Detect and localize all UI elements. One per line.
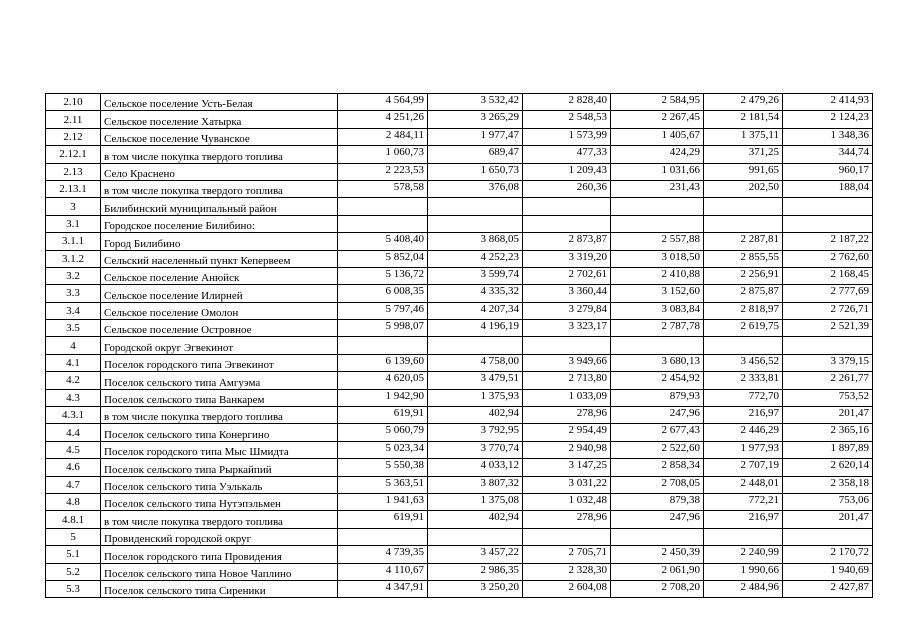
table-body bbox=[46, 94, 873, 598]
value-cell-5: 2 479,26 bbox=[704, 94, 783, 111]
value-cell-4: 2 410,88 bbox=[611, 267, 704, 284]
value-cell-5: 2 707,19 bbox=[704, 459, 783, 476]
value-cell-1: 4 739,35 bbox=[338, 546, 428, 563]
table-row bbox=[46, 180, 873, 197]
value-cell-5: 2 240,99 bbox=[704, 546, 783, 563]
value-cell-4: 1 405,67 bbox=[611, 128, 704, 145]
value-cell-6: 1 897,89 bbox=[783, 441, 873, 458]
value-cell-3: 477,33 bbox=[523, 146, 611, 163]
value-cell-5: 2 287,81 bbox=[704, 233, 783, 250]
value-cell-5: 2 619,75 bbox=[704, 320, 783, 337]
value-cell-5: 2 875,87 bbox=[704, 285, 783, 302]
value-cell-6: 2 365,16 bbox=[783, 424, 873, 441]
value-cell-5: 216,97 bbox=[704, 407, 783, 424]
row-name-cell: Сельское поселение Анюйск bbox=[101, 267, 338, 284]
value-cell-2: 402,94 bbox=[428, 407, 523, 424]
value-cell-4: 3 083,84 bbox=[611, 302, 704, 319]
value-cell-5: 216,97 bbox=[704, 511, 783, 528]
row-name-cell: Село Краснено bbox=[101, 163, 338, 180]
value-cell-1: 2 484,11 bbox=[338, 128, 428, 145]
value-cell-4: 3 018,50 bbox=[611, 250, 704, 267]
value-cell-3: 2 604,08 bbox=[523, 580, 611, 597]
row-number-cell: 4.8.1 bbox=[46, 511, 101, 528]
table-row bbox=[46, 233, 873, 250]
row-number-cell: 3.2 bbox=[46, 267, 101, 284]
value-cell-4: 231,43 bbox=[611, 180, 704, 197]
value-cell-2: 1 977,47 bbox=[428, 128, 523, 145]
table-row bbox=[46, 354, 873, 371]
value-cell-4: 2 522,60 bbox=[611, 441, 704, 458]
value-cell-4: 2 557,88 bbox=[611, 233, 704, 250]
value-cell-3: 2 713,80 bbox=[523, 372, 611, 389]
row-number-cell: 5.2 bbox=[46, 563, 101, 580]
value-cell-1: 5 023,34 bbox=[338, 441, 428, 458]
value-cell-6: 2 261,77 bbox=[783, 372, 873, 389]
row-number-cell: 4.2 bbox=[46, 372, 101, 389]
row-name-cell: Городской округ Эгвекинот bbox=[101, 337, 338, 354]
value-cell-3: 260,36 bbox=[523, 180, 611, 197]
value-cell-4: 2 454,92 bbox=[611, 372, 704, 389]
value-cell-6: 1 940,69 bbox=[783, 563, 873, 580]
value-cell-4 bbox=[611, 528, 704, 545]
value-cell-4: 2 787,78 bbox=[611, 320, 704, 337]
value-cell-6 bbox=[783, 215, 873, 232]
value-cell-6 bbox=[783, 528, 873, 545]
table-row bbox=[46, 493, 873, 510]
value-cell-6: 201,47 bbox=[783, 407, 873, 424]
row-name-cell: Поселок сельского типа Новое Чаплино bbox=[101, 563, 338, 580]
value-cell-4: 2 708,20 bbox=[611, 580, 704, 597]
value-cell-1: 4 251,26 bbox=[338, 111, 428, 128]
row-name-cell: Поселок сельского типа Рыркайпий bbox=[101, 459, 338, 476]
value-cell-2 bbox=[428, 337, 523, 354]
value-cell-2 bbox=[428, 215, 523, 232]
row-number-cell: 4.6 bbox=[46, 459, 101, 476]
row-number-cell: 3.1.2 bbox=[46, 250, 101, 267]
value-cell-6 bbox=[783, 337, 873, 354]
row-name-cell: Сельское поселение Хатырка bbox=[101, 111, 338, 128]
row-number-cell: 3.1 bbox=[46, 215, 101, 232]
row-number-cell: 4.7 bbox=[46, 476, 101, 493]
value-cell-1: 578,58 bbox=[338, 180, 428, 197]
value-cell-2: 4 207,34 bbox=[428, 302, 523, 319]
row-number-cell: 4.3.1 bbox=[46, 407, 101, 424]
value-cell-4 bbox=[611, 198, 704, 215]
row-name-cell: Поселок сельского типа Сиреники bbox=[101, 580, 338, 597]
value-cell-6: 344,74 bbox=[783, 146, 873, 163]
row-name-cell: Сельское поселение Усть-Белая bbox=[101, 94, 338, 111]
table-row bbox=[46, 320, 873, 337]
value-cell-2: 2 986,35 bbox=[428, 563, 523, 580]
value-cell-1: 5 060,79 bbox=[338, 424, 428, 441]
value-cell-1: 6 008,35 bbox=[338, 285, 428, 302]
row-name-cell: Сельское поселение Илирней bbox=[101, 285, 338, 302]
row-number-cell: 4.4 bbox=[46, 424, 101, 441]
value-cell-3: 3 147,25 bbox=[523, 459, 611, 476]
value-cell-1: 5 136,72 bbox=[338, 267, 428, 284]
value-cell-6: 2 170,72 bbox=[783, 546, 873, 563]
table-row bbox=[46, 459, 873, 476]
row-number-cell: 2.12 bbox=[46, 128, 101, 145]
value-cell-4: 3 152,60 bbox=[611, 285, 704, 302]
row-name-cell: Город Билибино bbox=[101, 233, 338, 250]
row-name-cell: Поселок городского типа Провидения bbox=[101, 546, 338, 563]
value-cell-2: 1 375,93 bbox=[428, 389, 523, 406]
value-cell-3: 278,96 bbox=[523, 511, 611, 528]
row-number-cell: 2.10 bbox=[46, 94, 101, 111]
value-cell-2: 4 196,19 bbox=[428, 320, 523, 337]
value-cell-1: 6 139,60 bbox=[338, 354, 428, 371]
value-cell-2: 3 868,05 bbox=[428, 233, 523, 250]
value-cell-5: 772,70 bbox=[704, 389, 783, 406]
value-cell-6: 2 620,14 bbox=[783, 459, 873, 476]
value-cell-2: 3 265,29 bbox=[428, 111, 523, 128]
value-cell-4: 247,96 bbox=[611, 511, 704, 528]
value-cell-1 bbox=[338, 337, 428, 354]
row-name-cell: Сельское поселение Чуванское bbox=[101, 128, 338, 145]
value-cell-6: 753,06 bbox=[783, 493, 873, 510]
value-cell-4: 2 858,34 bbox=[611, 459, 704, 476]
value-cell-1: 5 998,07 bbox=[338, 320, 428, 337]
value-cell-5: 2 855,55 bbox=[704, 250, 783, 267]
value-cell-4: 2 677,43 bbox=[611, 424, 704, 441]
row-name-cell: Сельское поселение Омолон bbox=[101, 302, 338, 319]
table-row bbox=[46, 546, 873, 563]
value-cell-6: 2 427,87 bbox=[783, 580, 873, 597]
value-cell-1: 4 620,05 bbox=[338, 372, 428, 389]
table-row bbox=[46, 389, 873, 406]
value-cell-5 bbox=[704, 198, 783, 215]
value-cell-1: 5 797,46 bbox=[338, 302, 428, 319]
row-name-cell: Поселок сельского типа Уэлькаль bbox=[101, 476, 338, 493]
value-cell-1: 4 110,67 bbox=[338, 563, 428, 580]
value-cell-5: 202,50 bbox=[704, 180, 783, 197]
value-cell-3: 2 828,40 bbox=[523, 94, 611, 111]
value-cell-6: 2 168,45 bbox=[783, 267, 873, 284]
value-cell-1: 619,91 bbox=[338, 511, 428, 528]
row-name-cell: Сельский населенный пункт Кепервеем bbox=[101, 250, 338, 267]
value-cell-6: 3 379,15 bbox=[783, 354, 873, 371]
value-cell-1: 4 347,91 bbox=[338, 580, 428, 597]
value-cell-5: 772,21 bbox=[704, 493, 783, 510]
row-number-cell: 5.1 bbox=[46, 546, 101, 563]
table-row bbox=[46, 441, 873, 458]
value-cell-2: 3 770,74 bbox=[428, 441, 523, 458]
value-cell-4 bbox=[611, 215, 704, 232]
value-cell-5: 2 446,29 bbox=[704, 424, 783, 441]
row-name-cell: в том числе покупка твердого топлива bbox=[101, 407, 338, 424]
row-number-cell: 2.12.1 bbox=[46, 146, 101, 163]
row-name-cell: Поселок сельского типа Нутэпэльмен bbox=[101, 493, 338, 510]
value-cell-4: 2 450,39 bbox=[611, 546, 704, 563]
value-cell-6: 2 358,18 bbox=[783, 476, 873, 493]
value-cell-3: 1 032,48 bbox=[523, 493, 611, 510]
value-cell-3 bbox=[523, 337, 611, 354]
value-cell-4: 247,96 bbox=[611, 407, 704, 424]
value-cell-3: 1 573,99 bbox=[523, 128, 611, 145]
value-cell-6: 2 187,22 bbox=[783, 233, 873, 250]
value-cell-5 bbox=[704, 528, 783, 545]
value-cell-5: 1 375,11 bbox=[704, 128, 783, 145]
row-name-cell: Поселок сельского типа Амгуэма bbox=[101, 372, 338, 389]
value-cell-2: 1 650,73 bbox=[428, 163, 523, 180]
value-cell-6: 2 762,60 bbox=[783, 250, 873, 267]
value-cell-1 bbox=[338, 215, 428, 232]
row-number-cell: 4.5 bbox=[46, 441, 101, 458]
table-row bbox=[46, 198, 873, 215]
value-cell-3: 3 949,66 bbox=[523, 354, 611, 371]
row-number-cell: 4.3 bbox=[46, 389, 101, 406]
value-cell-5: 2 181,54 bbox=[704, 111, 783, 128]
value-cell-2 bbox=[428, 198, 523, 215]
value-cell-3: 3 319,20 bbox=[523, 250, 611, 267]
row-number-cell: 4.1 bbox=[46, 354, 101, 371]
value-cell-2: 3 250,20 bbox=[428, 580, 523, 597]
row-number-cell: 5 bbox=[46, 528, 101, 545]
row-number-cell: 2.13 bbox=[46, 163, 101, 180]
value-cell-3: 2 705,71 bbox=[523, 546, 611, 563]
table-row bbox=[46, 528, 873, 545]
value-cell-4: 879,38 bbox=[611, 493, 704, 510]
value-cell-6: 2 777,69 bbox=[783, 285, 873, 302]
table-row bbox=[46, 146, 873, 163]
value-cell-2: 4 033,12 bbox=[428, 459, 523, 476]
row-name-cell: Поселок городского типа Мыс Шмидта bbox=[101, 441, 338, 458]
value-cell-3 bbox=[523, 528, 611, 545]
value-cell-2: 3 792,95 bbox=[428, 424, 523, 441]
value-cell-3: 2 954,49 bbox=[523, 424, 611, 441]
value-cell-5: 2 333,81 bbox=[704, 372, 783, 389]
value-cell-5: 991,65 bbox=[704, 163, 783, 180]
value-cell-2 bbox=[428, 528, 523, 545]
table-row bbox=[46, 215, 873, 232]
row-name-cell: в том числе покупка твердого топлива bbox=[101, 180, 338, 197]
value-cell-6 bbox=[783, 198, 873, 215]
value-cell-6: 2 414,93 bbox=[783, 94, 873, 111]
table-row bbox=[46, 111, 873, 128]
row-number-cell: 3 bbox=[46, 198, 101, 215]
table-row bbox=[46, 302, 873, 319]
value-cell-4: 879,93 bbox=[611, 389, 704, 406]
value-cell-3: 3 323,17 bbox=[523, 320, 611, 337]
value-cell-1: 619,91 bbox=[338, 407, 428, 424]
row-name-cell: Городское поселение Билибино: bbox=[101, 215, 338, 232]
row-name-cell: Поселок городского типа Эгвекинот bbox=[101, 354, 338, 371]
value-cell-4: 2 061,90 bbox=[611, 563, 704, 580]
value-cell-1: 4 564,99 bbox=[338, 94, 428, 111]
value-cell-1: 1 941,63 bbox=[338, 493, 428, 510]
row-name-cell: Сельское поселение Островное bbox=[101, 320, 338, 337]
value-cell-2: 4 252,23 bbox=[428, 250, 523, 267]
value-cell-3: 3 031,22 bbox=[523, 476, 611, 493]
value-cell-4: 2 267,45 bbox=[611, 111, 704, 128]
table-row bbox=[46, 372, 873, 389]
value-cell-1: 1 942,90 bbox=[338, 389, 428, 406]
value-cell-3: 278,96 bbox=[523, 407, 611, 424]
value-cell-6: 753,52 bbox=[783, 389, 873, 406]
value-cell-4: 2 584,95 bbox=[611, 94, 704, 111]
value-cell-2: 376,08 bbox=[428, 180, 523, 197]
value-cell-3: 3 360,44 bbox=[523, 285, 611, 302]
value-cell-3: 2 548,53 bbox=[523, 111, 611, 128]
value-cell-3: 1 209,43 bbox=[523, 163, 611, 180]
value-cell-3: 2 873,87 bbox=[523, 233, 611, 250]
table-row bbox=[46, 563, 873, 580]
value-cell-2: 402,94 bbox=[428, 511, 523, 528]
row-number-cell: 5.3 bbox=[46, 580, 101, 597]
row-number-cell: 2.11 bbox=[46, 111, 101, 128]
value-cell-4: 424,29 bbox=[611, 146, 704, 163]
value-cell-4: 3 680,13 bbox=[611, 354, 704, 371]
value-cell-1: 5 550,38 bbox=[338, 459, 428, 476]
row-name-cell: в том числе покупка твердого топлива bbox=[101, 146, 338, 163]
value-cell-4: 1 031,66 bbox=[611, 163, 704, 180]
value-cell-5: 2 818,97 bbox=[704, 302, 783, 319]
table-row bbox=[46, 163, 873, 180]
row-name-cell: Билибинский муниципальный район bbox=[101, 198, 338, 215]
row-name-cell: в том числе покупка твердого топлива bbox=[101, 511, 338, 528]
row-number-cell: 3.3 bbox=[46, 285, 101, 302]
value-cell-5 bbox=[704, 215, 783, 232]
value-cell-6: 2 521,39 bbox=[783, 320, 873, 337]
row-name-cell: Поселок сельского типа Конергино bbox=[101, 424, 338, 441]
table-row bbox=[46, 94, 873, 111]
table-row bbox=[46, 250, 873, 267]
value-cell-3: 2 328,30 bbox=[523, 563, 611, 580]
value-cell-1: 5 363,51 bbox=[338, 476, 428, 493]
value-cell-5: 1 977,93 bbox=[704, 441, 783, 458]
value-cell-4: 2 708,05 bbox=[611, 476, 704, 493]
value-cell-3: 2 702,61 bbox=[523, 267, 611, 284]
value-cell-5: 2 448,01 bbox=[704, 476, 783, 493]
value-cell-5: 2 484,96 bbox=[704, 580, 783, 597]
table-row bbox=[46, 407, 873, 424]
row-number-cell: 3.4 bbox=[46, 302, 101, 319]
value-cell-1: 5 852,04 bbox=[338, 250, 428, 267]
tariff-table bbox=[45, 93, 873, 598]
value-cell-6: 1 348,36 bbox=[783, 128, 873, 145]
table-row bbox=[46, 285, 873, 302]
value-cell-2: 3 532,42 bbox=[428, 94, 523, 111]
row-name-cell: Провиденский городской округ bbox=[101, 528, 338, 545]
table-row bbox=[46, 476, 873, 493]
value-cell-2: 3 599,74 bbox=[428, 267, 523, 284]
table-row bbox=[46, 580, 873, 597]
value-cell-4 bbox=[611, 337, 704, 354]
row-name-cell: Поселок сельского типа Ванкарем bbox=[101, 389, 338, 406]
value-cell-5: 3 456,52 bbox=[704, 354, 783, 371]
table-row bbox=[46, 128, 873, 145]
row-number-cell: 3.1.1 bbox=[46, 233, 101, 250]
value-cell-2: 4 758,00 bbox=[428, 354, 523, 371]
value-cell-1: 1 060,73 bbox=[338, 146, 428, 163]
value-cell-6: 188,04 bbox=[783, 180, 873, 197]
value-cell-3: 2 940,98 bbox=[523, 441, 611, 458]
value-cell-1 bbox=[338, 198, 428, 215]
row-number-cell: 2.13.1 bbox=[46, 180, 101, 197]
row-number-cell: 4 bbox=[46, 337, 101, 354]
value-cell-6: 960,17 bbox=[783, 163, 873, 180]
value-cell-5: 1 990,66 bbox=[704, 563, 783, 580]
table-row bbox=[46, 337, 873, 354]
value-cell-2: 3 807,32 bbox=[428, 476, 523, 493]
table-row bbox=[46, 511, 873, 528]
row-number-cell: 3.5 bbox=[46, 320, 101, 337]
table-row bbox=[46, 267, 873, 284]
value-cell-2: 689,47 bbox=[428, 146, 523, 163]
value-cell-1: 2 223,53 bbox=[338, 163, 428, 180]
value-cell-3: 1 033,09 bbox=[523, 389, 611, 406]
value-cell-5 bbox=[704, 337, 783, 354]
value-cell-2: 3 457,22 bbox=[428, 546, 523, 563]
table-row bbox=[46, 424, 873, 441]
value-cell-6: 2 124,23 bbox=[783, 111, 873, 128]
row-number-cell: 4.8 bbox=[46, 493, 101, 510]
value-cell-6: 201,47 bbox=[783, 511, 873, 528]
value-cell-3 bbox=[523, 198, 611, 215]
value-cell-5: 2 256,91 bbox=[704, 267, 783, 284]
value-cell-5: 371,25 bbox=[704, 146, 783, 163]
value-cell-2: 1 375,08 bbox=[428, 493, 523, 510]
value-cell-1: 5 408,40 bbox=[338, 233, 428, 250]
value-cell-3 bbox=[523, 215, 611, 232]
value-cell-2: 3 479,51 bbox=[428, 372, 523, 389]
value-cell-6: 2 726,71 bbox=[783, 302, 873, 319]
value-cell-2: 4 335,32 bbox=[428, 285, 523, 302]
value-cell-1 bbox=[338, 528, 428, 545]
value-cell-3: 3 279,84 bbox=[523, 302, 611, 319]
